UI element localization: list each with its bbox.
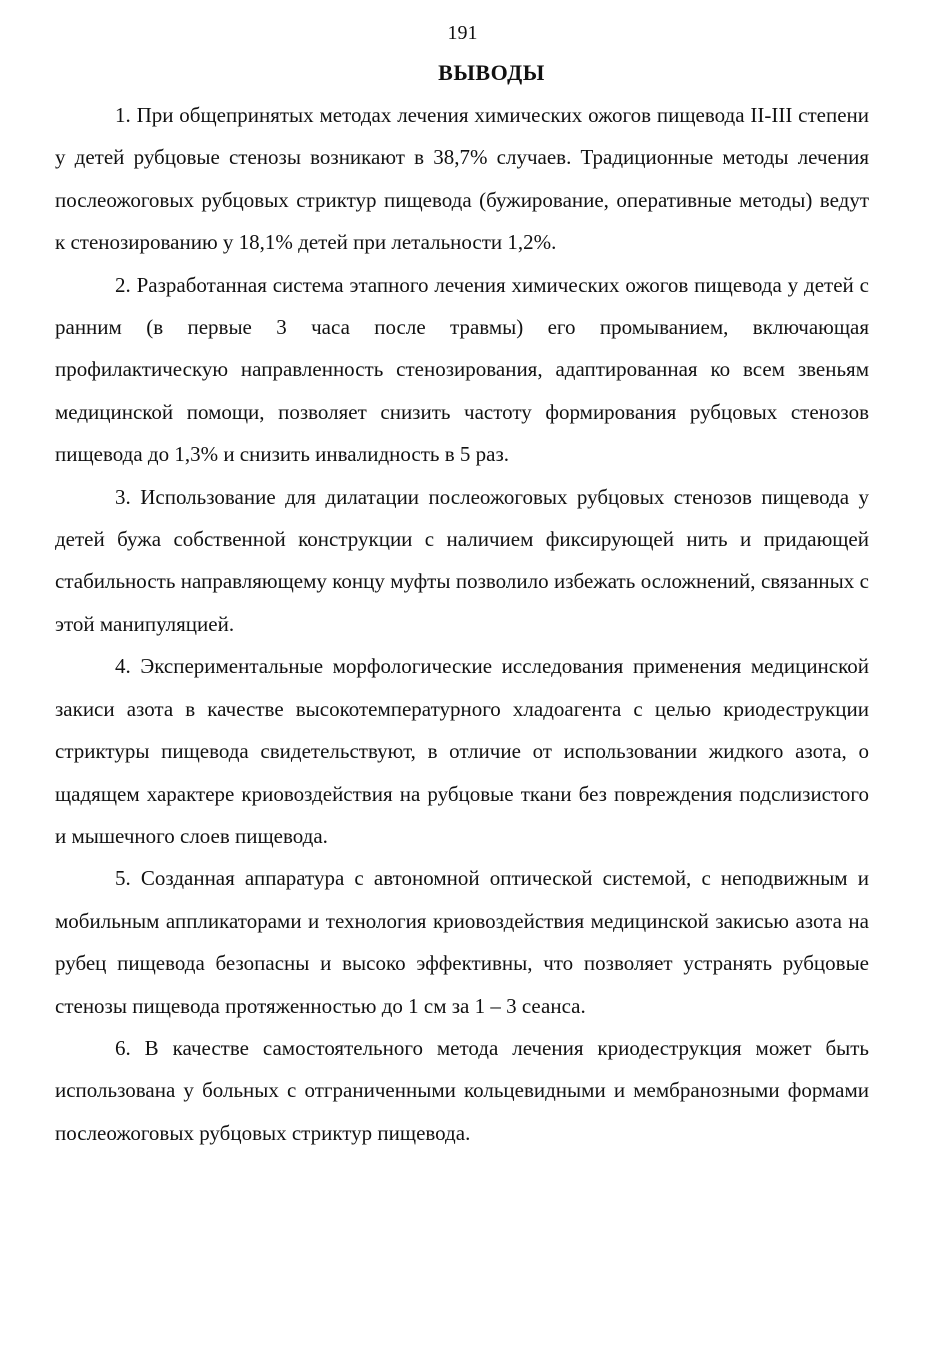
conclusions-list bbox=[55, 94, 869, 1154]
page-number: 191 bbox=[447, 22, 478, 44]
section-title: ВЫВОДЫ bbox=[438, 60, 545, 85]
conclusion-paragraph-6: 6. В качестве самостоятельного метода лечения криодеструкция может быть использована у больных с отграниченными кольцевидными и мембранозными формами послеожоговых рубцовых стриктур пищевода. bbox=[55, 1035, 869, 1145]
conclusion-paragraph-3: 3. Использование для дилатации послеожоговых рубцовых стенозов пищевода у детей бужа собственной конструкции с наличием фиксирующей нить и придающей стабильность направляющему концу муфты позволило избежать осложнений, связанных с этой манипуляцией. bbox=[55, 484, 869, 636]
conclusion-paragraph-4: 4. Экспериментальные морфологические исследования применения медицинской закиси азота в качестве высокотемпературного хладоагента с целью криодеструкции стриктуры пищевода свидетельствуют, в отличие от использовании жидкого азота, о щадящем характере криовоздействия на рубцовые ткани без повреждения подслизистого и мышечного слоев пищевода. bbox=[55, 654, 869, 848]
conclusion-paragraph-5: 5. Созданная аппаратура с автономной оптической системой, с неподвижным и мобильным аппликаторами и технология криовоздействия медицинской закисью азота на рубец пищевода безопасны и высоко эффективны, что позволяет устранять рубцовые стенозы пищевода протяженностью до 1 см за 1 – 3 сеанса. bbox=[55, 866, 869, 1018]
conclusion-paragraph-2: 2. Разработанная система этапного лечения химических ожогов пищевода у детей с ранним (в первые 3 часа после травмы) его промыванием, включающая профилактическую направленность стенозирования, адаптированная ко всем звеньям медицинской помощи, позволяет снизить частоту формирования рубцовых стенозов пищевода до 1,3% и снизить инвалидность в 5 раз. bbox=[55, 272, 869, 467]
conclusion-paragraph-1: 1. При общепринятых методах лечения химических ожогов пищевода II-III степени у детей рубцовые стенозы возникают в 38,7% случаев. Традиционные методы лечения послеожоговых рубцовых стриктур пищевода (бужирование, оперативные методы) ведут к стенозированию у 18,1% детей при летальности 1,2%. bbox=[55, 103, 869, 255]
